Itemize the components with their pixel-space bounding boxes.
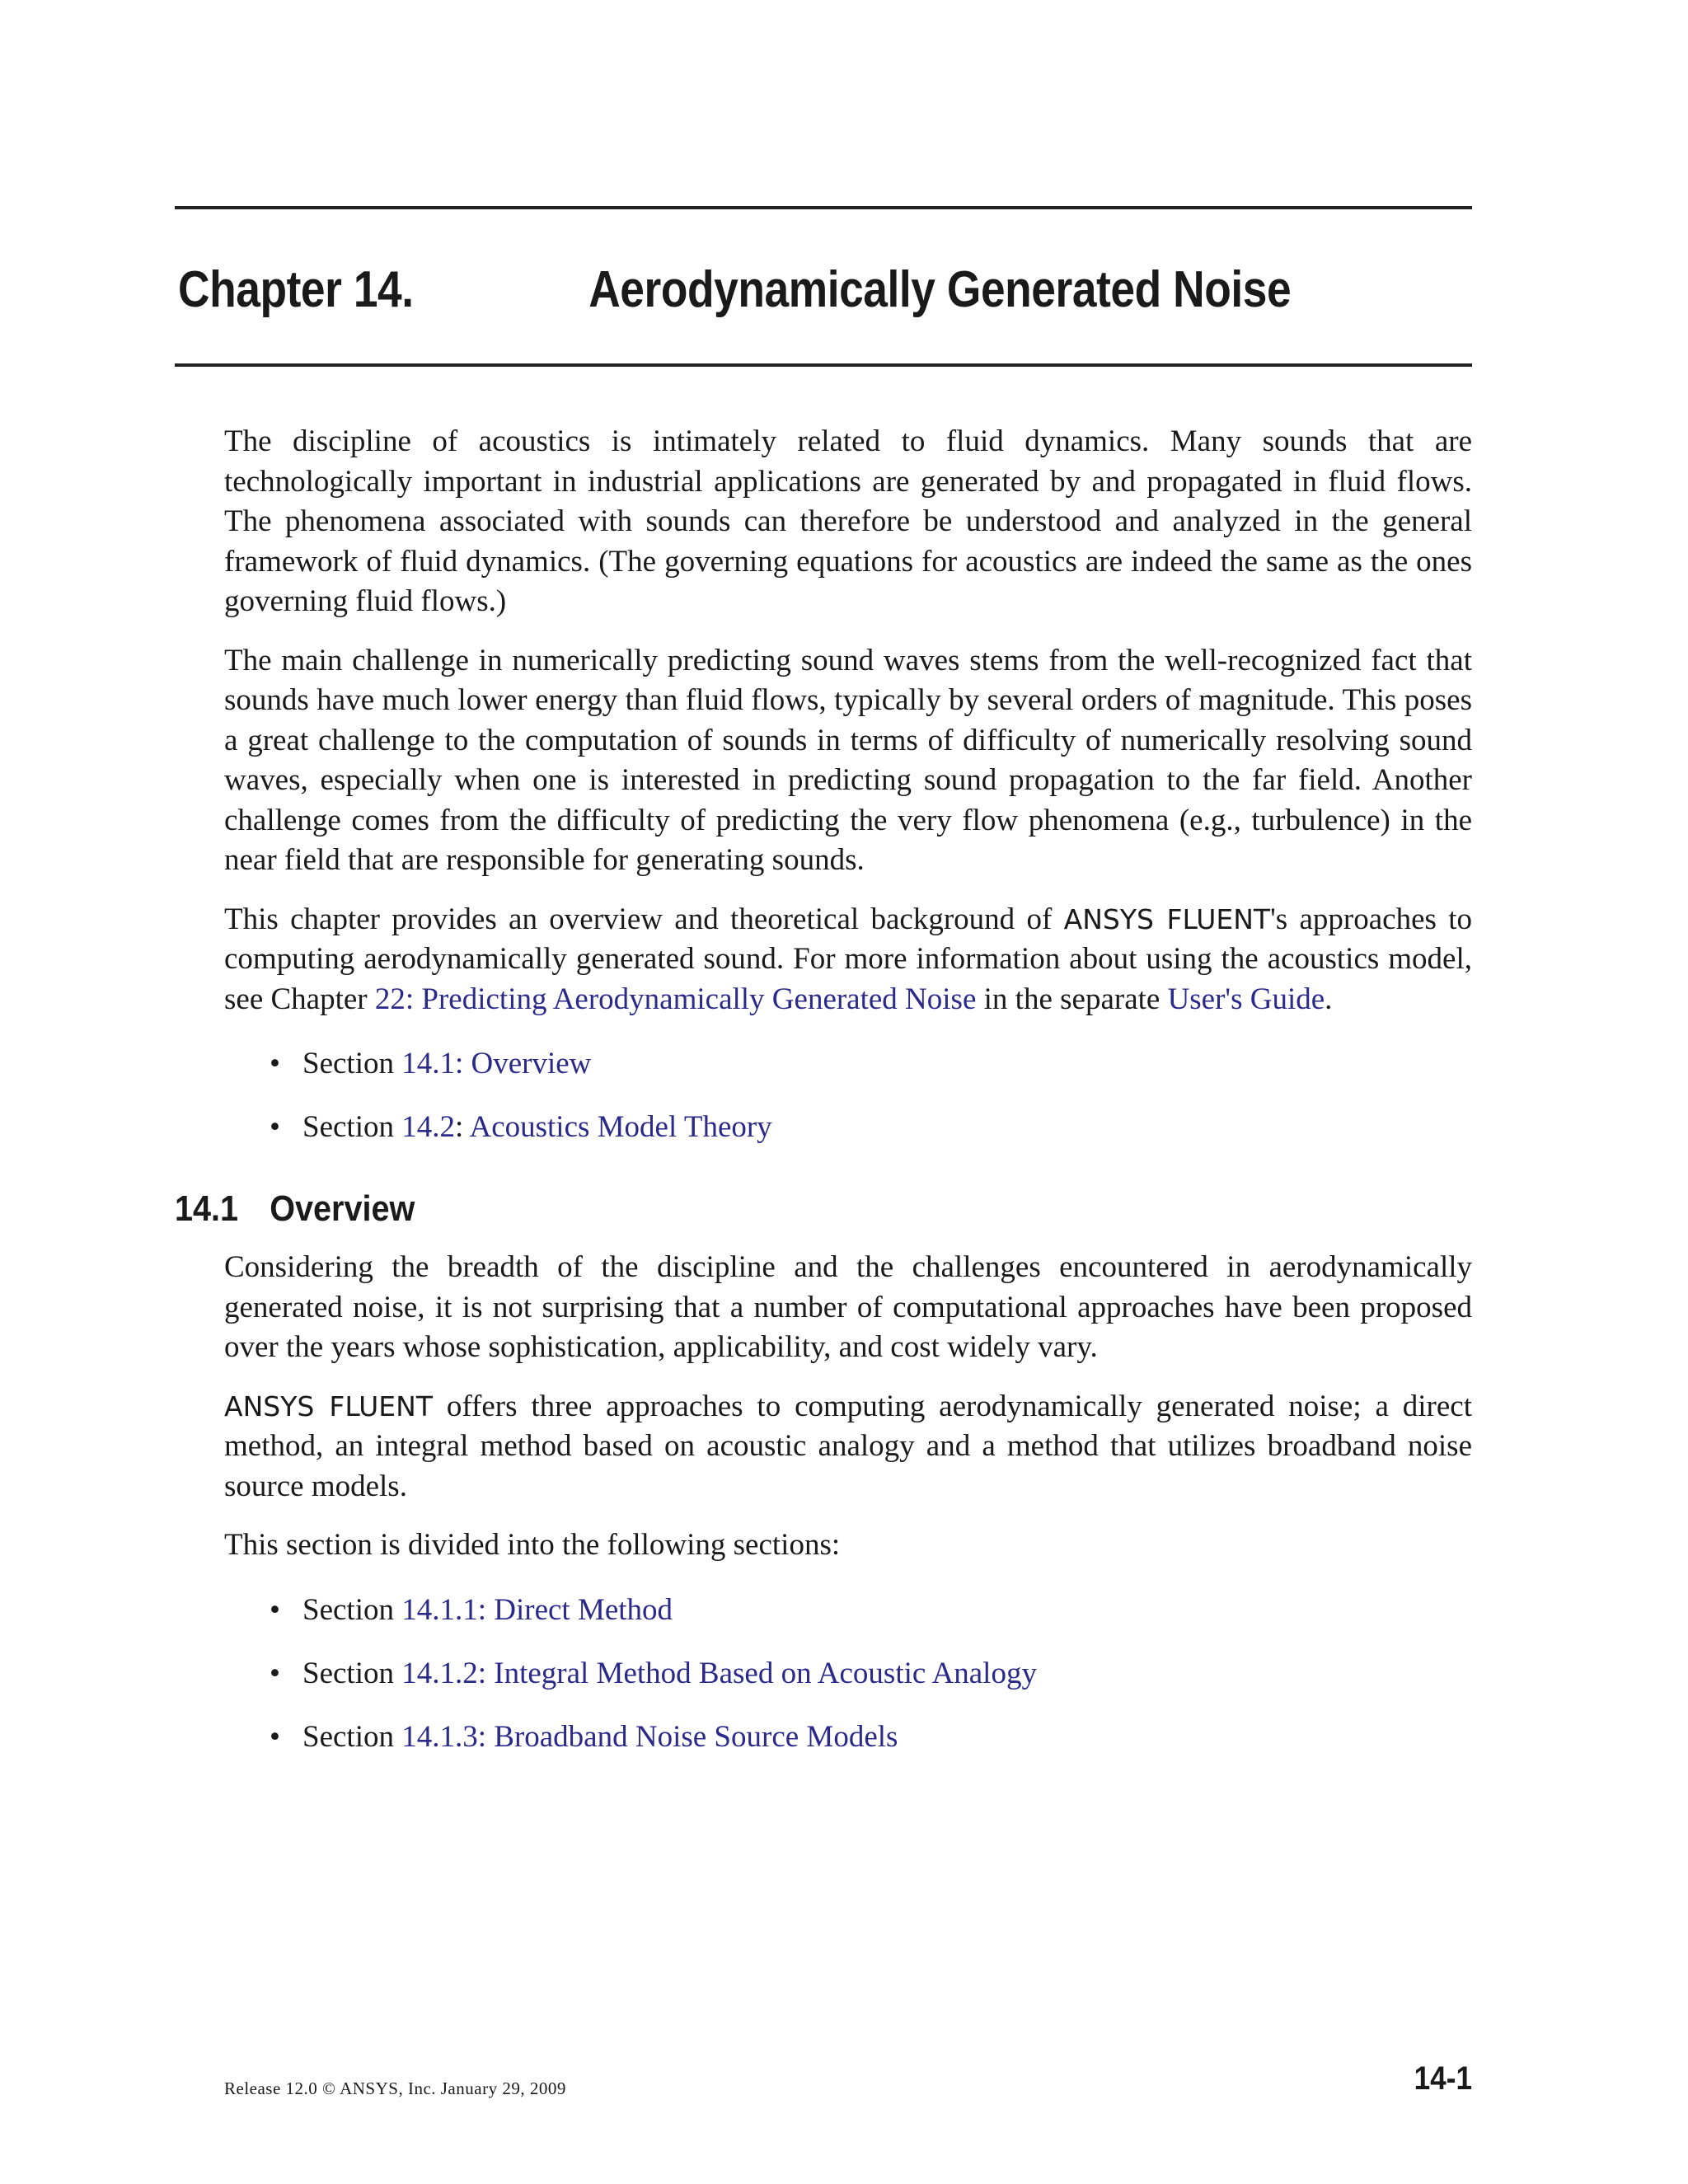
- bullet-icon: •: [270, 1047, 280, 1080]
- bullet-icon: •: [270, 1656, 280, 1690]
- list-item-prefix: Section: [302, 1719, 402, 1754]
- section-14-2-number-link[interactable]: 14.2: [401, 1110, 455, 1144]
- bullet-icon: •: [270, 1110, 280, 1144]
- overview-paragraph-2: [224, 1387, 1472, 1507]
- list-item-prefix: Section: [302, 1592, 402, 1627]
- list-item-prefix: Section: [302, 1047, 402, 1080]
- chapter-title: Aerodynamically Generated Noise: [588, 260, 1292, 318]
- list-item: [270, 1591, 1472, 1630]
- page-number: 14-1: [1414, 2060, 1472, 2097]
- section-title: Overview: [270, 1188, 415, 1229]
- section-heading: [175, 1188, 1343, 1230]
- bullet-icon: •: [270, 1592, 280, 1627]
- chapter-number: Chapter 14.: [178, 260, 414, 318]
- list-item: [270, 1718, 1472, 1757]
- section-14-1-1-link[interactable]: 14.1.1: Direct Method: [401, 1592, 673, 1627]
- section-number: 14.1: [175, 1188, 239, 1229]
- list-item-prefix: Section: [302, 1656, 402, 1690]
- p3-text-d: .: [1325, 982, 1333, 1016]
- product-name: ANSYS FLUENT: [224, 1390, 433, 1422]
- p3-text-a: This chapter provides an overview and theoretical background of: [224, 902, 1064, 936]
- intro-paragraph-3: [224, 900, 1472, 1020]
- overview-section-list: [224, 1591, 1472, 1757]
- list-item-prefix: Section: [302, 1110, 402, 1144]
- footer-release: Release 12.0 © ANSYS, Inc. January 29, 2009: [224, 2079, 566, 2098]
- product-name: ANSYS FLUENT: [1063, 902, 1271, 935]
- overview-paragraph-3: This section is divided into the following sections:: [224, 1528, 841, 1562]
- section-14-1-3-link[interactable]: 14.1.3: Broadband Noise Source Models: [401, 1719, 898, 1754]
- chapter-22-link[interactable]: 22: Predicting Aerodynamically Generated Noise: [374, 982, 977, 1016]
- top-rule: [175, 206, 1472, 209]
- intro-paragraph-1: The discipline of acoustics is intimately related to fluid dynamics. Many sounds that are technologically important in industrial applications are generated by and propagated in fluid flows. The phenomena associated with sounds can therefore be understood and analyzed in the general framework of fluid dynamics. (The governing equations for acoustics are indeed the same as the ones governing fluid flows.): [224, 424, 1472, 618]
- section-14-1-2-link[interactable]: 14.1.2: Integral Method Based on Acoustic Analogy: [401, 1656, 1037, 1690]
- chapter-heading: [178, 244, 1291, 335]
- chapter-body: [175, 422, 1473, 1787]
- p3-text-c: in the separate: [976, 982, 1168, 1016]
- p3-text-b: 's approaches to computing aerodynamically generated sound. For more information about using the acoustics model, see Chapter: [224, 902, 1472, 1016]
- bullet-icon: •: [270, 1719, 280, 1754]
- overview-paragraph-1: Considering the breadth of the discipline and the challenges encountered in aerodynamically generated noise, it is not surprising that a number of computational approaches have been proposed over the years whose sophistication, applicability, and cost widely vary.: [224, 1250, 1472, 1364]
- section-14-2-link[interactable]: Acoustics Model Theory: [469, 1110, 772, 1144]
- overview-p2-text: offers three approaches to computing aerodynamically generated noise; a direct method, an integral method based on acoustic analogy and a method that utilizes broadband noise source models.: [224, 1389, 1473, 1503]
- intro-paragraph-2: The main challenge in numerically predicting sound waves stems from the well-recognized fact that sounds have much lower energy than fluid flows, typically by several orders of magnitude. This poses a great challenge to the computation of sounds in terms of difficulty of numerically resolving sound waves, especially when one is interested in predicting sound propagation to the far field. Another challenge comes from the difficulty of predicting the very flow phenomena (e.g., turbulence) in the near field that are responsible for generating sounds.: [224, 643, 1472, 877]
- list-item: [270, 1108, 1472, 1147]
- list-item: [270, 1654, 1472, 1694]
- bottom-rule: [175, 363, 1472, 367]
- section-14-1-link[interactable]: 14.1: Overview: [401, 1047, 592, 1080]
- users-guide-link[interactable]: User's Guide: [1167, 982, 1325, 1016]
- list-item: [270, 1044, 1472, 1084]
- intro-section-list: [224, 1044, 1472, 1147]
- list-item-separator: :: [454, 1110, 470, 1144]
